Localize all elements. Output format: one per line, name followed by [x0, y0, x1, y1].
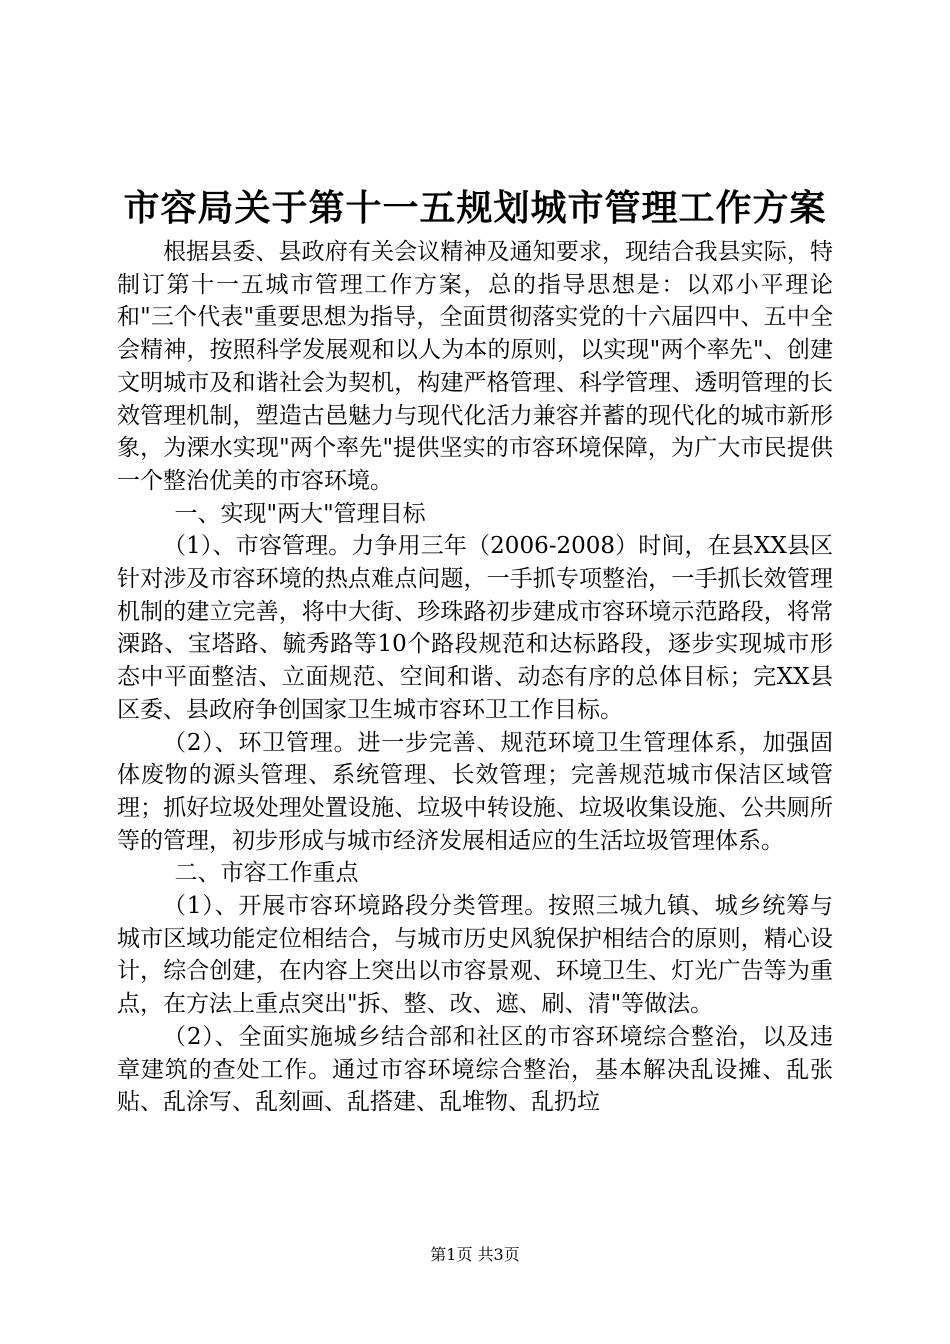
paragraph-city-appearance: （1）、市容管理。力争用三年（2006-2008）时间，在县XX县区针对涉及市容环境的热点难点问题，一手抓专项整治，一手抓长效管理机制的建立完善，将中大街、珍珠路初步建成市容环境示范路段，将常溧路、宝塔路、毓秀路等10个路段规范和达标路段，逐步实现城市形态中平面整洁、立面规范、空间和谐、动态有序的总体目标；完XX县区委、县政府争创国家卫生城市容环卫工作目标。	[117, 533, 833, 723]
page-footer: 第1页 共3页	[430, 1245, 520, 1264]
paragraph-intro: 根据县委、县政府有关会议精神及通知要求，现结合我县实际，特制订第十一五城市管理工作方案，总的指导思想是：以邓小平理论和"三个代表"重要思想为指导，全面贯彻落实党的十六届四中、五中全会精神，按照科学发展观和以人为本的原则，以实现"两个率先"、创建文明城市及和谐社会为契机，构建严格管理、科学管理、透明管理的长效管理机制，塑造古邑魅力与现代化活力兼容并蓄的现代化的城市新形象，为溧水实现"两个率先"提供坚实的市容环境保障，为广大市民提供一个整治优美的市容环境。	[117, 239, 833, 494]
paragraph-road-management: （1）、开展市容环境路段分类管理。按照三城九镇、城乡统筹与城市区域功能定位相结合，与城市历史风貌保护相结合的原则，精心设计，综合创建，在内容上突出以市容景观、环境卫生、灯光广告等为重点，在方法上重点突出"拆、整、改、遮、刷、清"等做法。	[117, 893, 833, 1018]
document-title: 市容局关于第十一五规划城市管理工作方案	[123, 187, 827, 229]
document-body	[117, 236, 833, 1119]
section-heading-1: 一、实现"两大"管理目标	[174, 500, 426, 527]
paragraph-sanitation: （2）、环卫管理。进一步完善、规范环境卫生管理体系，加强固体废物的源头管理、系统管理、长效管理；完善规范城市保洁区域管理；抓好垃圾处理处置设施、垃圾中转设施、垃圾收集设施、公共厕所等的管理，初步形成与城市经济发展相适应的生活垃圾管理体系。	[117, 729, 833, 854]
paragraph-comprehensive-rectification: （2）、全面实施城乡结合部和社区的市容环境综合整治，以及违章建筑的查处工作。通过市容环境综合整治，基本解决乱设摊、乱张贴、乱涂写、乱刻画、乱搭建、乱堆物、乱扔垃	[117, 1023, 833, 1116]
section-heading-2: 二、市容工作重点	[174, 860, 359, 887]
